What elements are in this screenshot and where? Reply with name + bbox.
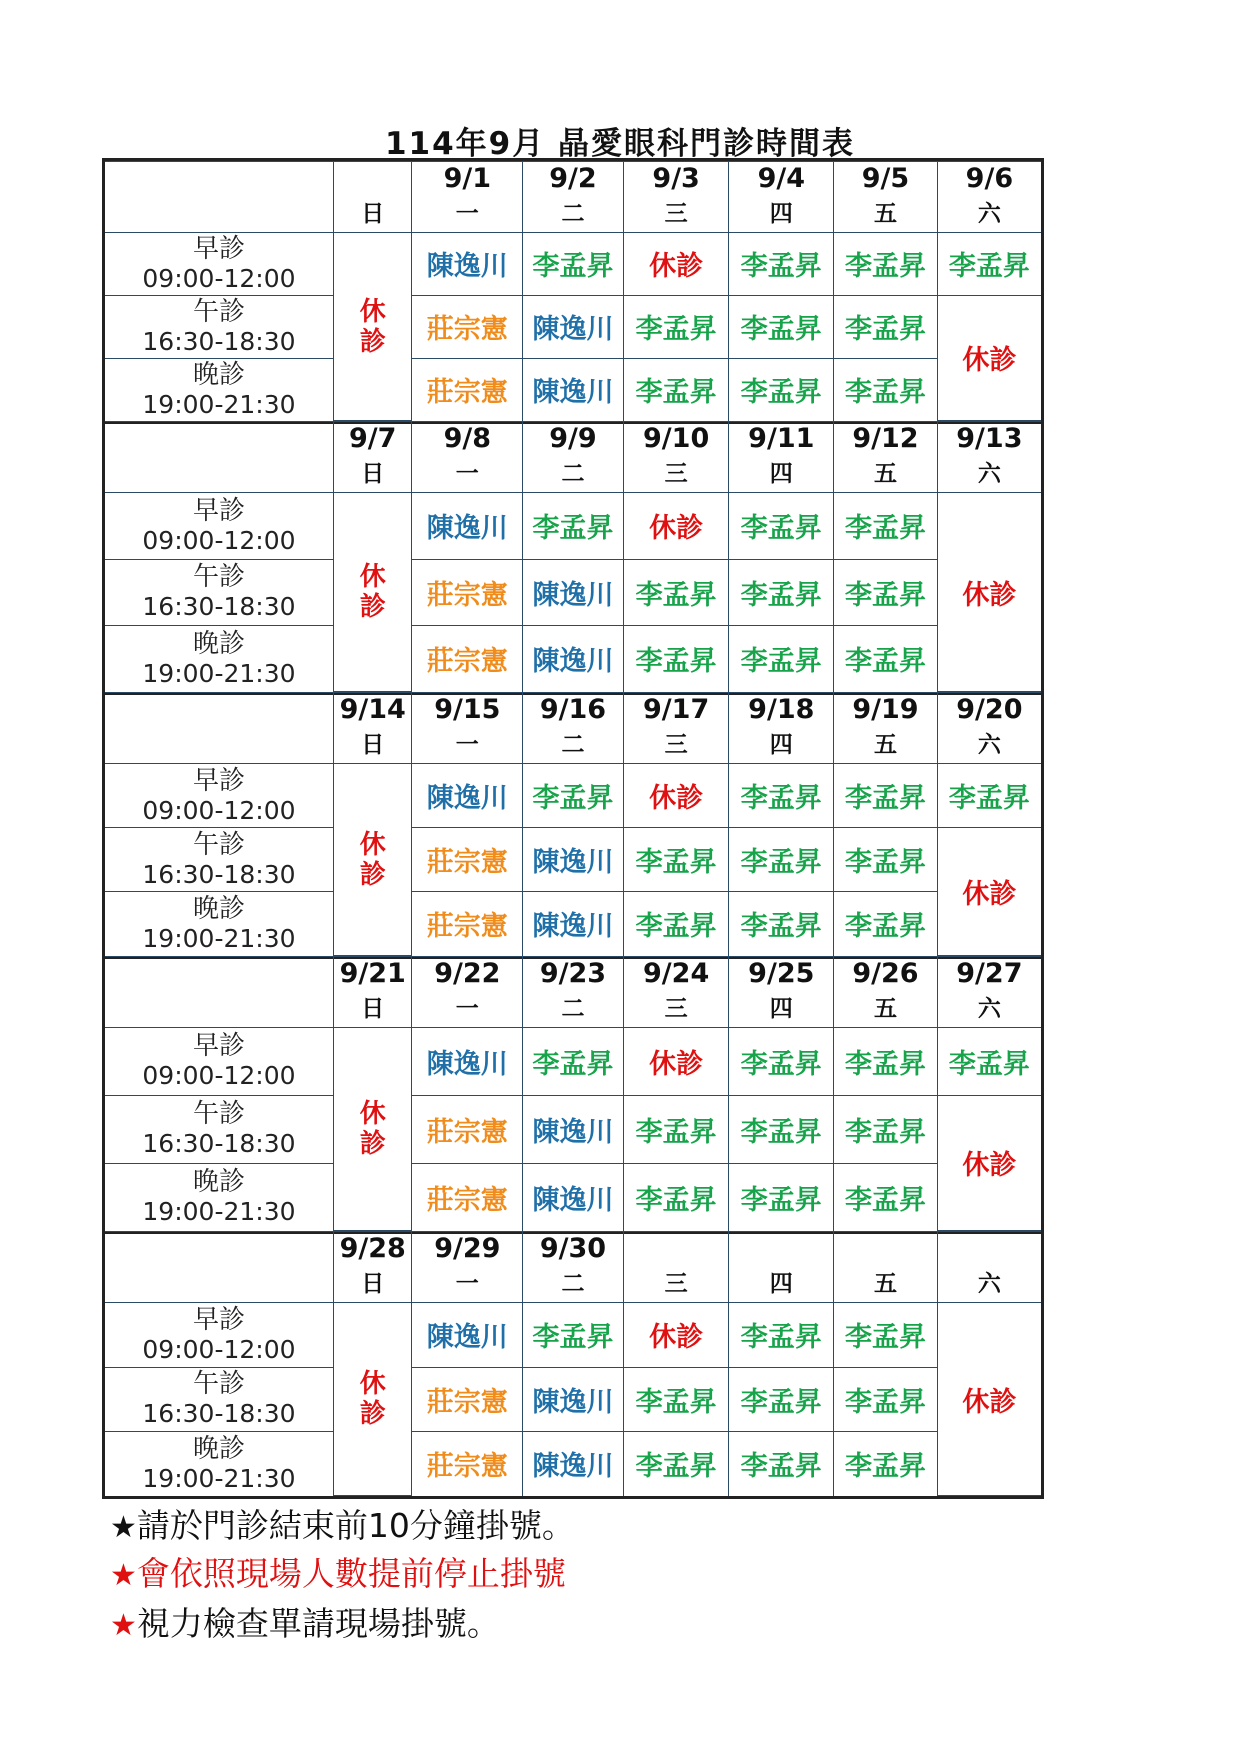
weekday-cell: 五: [834, 1266, 938, 1303]
doctor-cell: 李孟昇: [834, 233, 938, 296]
closed-char: 休: [359, 296, 386, 327]
weekday-cell: 五: [834, 991, 938, 1028]
doctor-cell: 李孟昇: [729, 1095, 834, 1163]
doctor-cell: 李孟昇: [729, 358, 834, 420]
saturday-closed-cell: 休診: [937, 493, 1041, 692]
doctor-cell: 李孟昇: [729, 295, 834, 358]
weekday-cell: 五: [834, 456, 938, 493]
doctor-cell: 陳逸川: [412, 1303, 523, 1368]
date-cell: 9/28: [333, 1232, 412, 1267]
doctor-cell: 李孟昇: [623, 559, 729, 626]
doctor-cell: 李孟昇: [623, 892, 729, 956]
weekday-cell: 四: [729, 727, 834, 764]
session-label: [105, 1095, 333, 1163]
session-name: 午診: [192, 829, 245, 860]
date-cell: 9/19: [834, 693, 938, 728]
session-time: 09:00-12:00: [142, 525, 296, 555]
session-label: [105, 233, 333, 296]
session-time: 09:00-12:00: [142, 795, 296, 825]
note-1: [110, 1500, 575, 1547]
weekday-cell: 日: [333, 1266, 412, 1303]
weekday-cell: 二: [523, 727, 624, 764]
session-name: 早診: [192, 1304, 245, 1335]
doctor-cell: 陳逸川: [523, 559, 624, 626]
doctor-cell: 李孟昇: [623, 828, 729, 892]
date-cell: 9/24: [623, 957, 729, 992]
star-icon: ★: [110, 1558, 137, 1593]
weekday-cell: 三: [623, 1266, 729, 1303]
week-block: [102, 692, 1044, 959]
session-time: 09:00-12:00: [142, 1334, 296, 1364]
session-label: [105, 626, 333, 692]
date-cell: 9/11: [729, 422, 834, 457]
note-text: 視力檢查單請現場掛號。: [136, 1604, 500, 1643]
doctor-cell: 陳逸川: [523, 1432, 624, 1496]
header-corner: [105, 1232, 333, 1303]
doctor-cell: 李孟昇: [523, 1303, 624, 1368]
session-name: 晚診: [192, 359, 245, 390]
doctor-cell: 李孟昇: [623, 1432, 729, 1496]
doctor-cell: 李孟昇: [937, 764, 1041, 828]
doctor-cell: 李孟昇: [834, 626, 938, 692]
doctor-cell: 李孟昇: [729, 1367, 834, 1432]
weekday-cell: 三: [623, 727, 729, 764]
header-corner: [105, 957, 333, 1028]
session-time: 16:30-18:30: [142, 859, 296, 889]
session-label: [105, 1163, 333, 1230]
doctor-cell: 李孟昇: [523, 493, 624, 560]
doctor-cell: 李孟昇: [729, 559, 834, 626]
closed-char: 診: [359, 1399, 386, 1429]
doctor-cell: 李孟昇: [623, 295, 729, 358]
session-label: [105, 892, 333, 956]
session-name: 早診: [192, 233, 245, 264]
session-time: 19:00-21:30: [142, 1197, 296, 1227]
doctor-cell: 莊宗憲: [412, 559, 523, 626]
doctor-cell: 李孟昇: [729, 892, 834, 956]
doctor-cell: 李孟昇: [834, 892, 938, 956]
weekday-cell: 一: [412, 991, 523, 1028]
session-name: 早診: [192, 1031, 245, 1062]
closed-char: 休: [359, 829, 386, 860]
saturday-closed-cell: 休診: [937, 1095, 1041, 1230]
doctor-cell: 李孟昇: [729, 764, 834, 828]
date-cell: 9/9: [523, 422, 624, 457]
doctor-cell: 李孟昇: [937, 1028, 1041, 1096]
doctor-cell: 莊宗憲: [412, 295, 523, 358]
date-cell: 9/26: [834, 957, 938, 992]
sunday-closed-cell: [333, 233, 412, 421]
doctor-cell: 李孟昇: [834, 493, 938, 560]
doctor-cell: 陳逸川: [523, 828, 624, 892]
date-cell: 9/10: [623, 422, 729, 457]
date-cell: 9/15: [412, 693, 523, 728]
weekday-cell: 二: [523, 1266, 624, 1303]
date-cell: [937, 1232, 1041, 1267]
weekday-cell: 四: [729, 196, 834, 233]
weekday-cell: 二: [523, 991, 624, 1028]
session-name: 早診: [192, 765, 245, 796]
doctor-cell: 莊宗憲: [412, 358, 523, 420]
weekday-cell: 六: [937, 727, 1041, 764]
date-cell: 9/16: [523, 693, 624, 728]
date-cell: 9/4: [729, 162, 834, 197]
week-block: [102, 158, 1044, 424]
session-name: 午診: [192, 1099, 245, 1130]
session-time: 16:30-18:30: [142, 592, 296, 622]
closed-char: 診: [359, 859, 386, 890]
session-label: [105, 559, 333, 626]
doctor-cell: 李孟昇: [729, 1432, 834, 1496]
date-cell: 9/21: [333, 957, 412, 992]
closed-char: 休: [359, 562, 386, 592]
star-icon: ★: [110, 1510, 137, 1545]
weekday-cell: 日: [333, 727, 412, 764]
doctor-cell: 李孟昇: [623, 358, 729, 420]
session-time: 19:00-21:30: [142, 1463, 296, 1493]
doctor-cell: 李孟昇: [834, 1432, 938, 1496]
date-cell: 9/20: [937, 693, 1041, 728]
doctor-cell: 李孟昇: [834, 1095, 938, 1163]
note-text: 會依照現場人數提前停止掛號: [136, 1554, 566, 1593]
doctor-cell: 休診: [623, 1028, 729, 1096]
session-time: 09:00-12:00: [142, 1061, 296, 1091]
session-label: [105, 1303, 333, 1368]
doctor-cell: 休診: [623, 1303, 729, 1368]
doctor-cell: 李孟昇: [729, 626, 834, 692]
doctor-cell: 莊宗憲: [412, 1432, 523, 1496]
sunday-closed-cell: [333, 493, 412, 692]
session-name: 晚診: [192, 628, 245, 659]
doctor-cell: 陳逸川: [412, 233, 523, 296]
date-cell: 9/25: [729, 957, 834, 992]
doctor-cell: 莊宗憲: [412, 1163, 523, 1230]
session-label: [105, 828, 333, 892]
doctor-cell: 李孟昇: [729, 493, 834, 560]
doctor-cell: 陳逸川: [523, 295, 624, 358]
session-label: [105, 358, 333, 420]
date-cell: 9/6: [937, 162, 1041, 197]
closed-char: 休: [359, 1369, 386, 1399]
doctor-cell: 陳逸川: [412, 493, 523, 560]
doctor-cell: 陳逸川: [523, 1163, 624, 1230]
weekday-cell: 日: [333, 991, 412, 1028]
date-cell: [333, 162, 412, 197]
session-time: 16:30-18:30: [142, 1399, 296, 1429]
session-label: [105, 295, 333, 358]
doctor-cell: 莊宗憲: [412, 626, 523, 692]
date-cell: 9/12: [834, 422, 938, 457]
doctor-cell: 休診: [623, 493, 729, 560]
doctor-cell: 李孟昇: [729, 828, 834, 892]
saturday-closed-cell: 休診: [937, 295, 1041, 420]
week-block: [102, 1231, 1044, 1499]
date-cell: 9/17: [623, 693, 729, 728]
note-3: [110, 1598, 500, 1645]
date-cell: 9/29: [412, 1232, 523, 1267]
weekday-cell: 一: [412, 1266, 523, 1303]
doctor-cell: 李孟昇: [834, 1028, 938, 1096]
date-cell: 9/23: [523, 957, 624, 992]
doctor-cell: 李孟昇: [834, 828, 938, 892]
date-cell: [834, 1232, 938, 1267]
star-icon: ★: [110, 1608, 137, 1643]
sunday-closed-cell: [333, 764, 412, 956]
date-cell: 9/13: [937, 422, 1041, 457]
session-name: 早診: [192, 495, 245, 526]
session-time: 16:30-18:30: [142, 1129, 296, 1159]
note-2: [110, 1548, 566, 1595]
weekday-cell: 四: [729, 456, 834, 493]
date-cell: 9/22: [412, 957, 523, 992]
session-label: [105, 1028, 333, 1096]
doctor-cell: 李孟昇: [937, 233, 1041, 296]
weekday-cell: 五: [834, 196, 938, 233]
session-label: [105, 1367, 333, 1432]
session-label: [105, 764, 333, 828]
date-cell: 9/8: [412, 422, 523, 457]
session-time: 16:30-18:30: [142, 326, 296, 356]
doctor-cell: 李孟昇: [729, 1028, 834, 1096]
session-time: 19:00-21:30: [142, 389, 296, 419]
session-label: [105, 493, 333, 560]
doctor-cell: 陳逸川: [523, 1095, 624, 1163]
doctor-cell: 李孟昇: [523, 233, 624, 296]
session-name: 晚診: [192, 1167, 245, 1198]
doctor-cell: 陳逸川: [523, 358, 624, 420]
doctor-cell: 陳逸川: [523, 626, 624, 692]
weekday-cell: 一: [412, 456, 523, 493]
weekday-cell: 三: [623, 196, 729, 233]
saturday-closed-cell: 休診: [937, 1303, 1041, 1496]
doctor-cell: 李孟昇: [834, 1163, 938, 1230]
date-cell: 9/2: [523, 162, 624, 197]
session-name: 晚診: [192, 893, 245, 924]
doctor-cell: 李孟昇: [623, 1163, 729, 1230]
doctor-cell: 李孟昇: [623, 1367, 729, 1432]
weekday-cell: 三: [623, 456, 729, 493]
page-title: 114年9月 晶愛眼科門診時間表: [384, 126, 856, 162]
doctor-cell: 李孟昇: [623, 1095, 729, 1163]
weekday-cell: 日: [333, 456, 412, 493]
weekday-cell: 五: [834, 727, 938, 764]
doctor-cell: 李孟昇: [523, 764, 624, 828]
session-label: [105, 1432, 333, 1496]
week-block: [102, 421, 1044, 695]
doctor-cell: 李孟昇: [834, 1367, 938, 1432]
weekday-cell: 四: [729, 991, 834, 1028]
doctor-cell: 李孟昇: [729, 233, 834, 296]
weekday-cell: 四: [729, 1266, 834, 1303]
doctor-cell: 李孟昇: [834, 764, 938, 828]
header-corner: [105, 693, 333, 764]
doctor-cell: 休診: [623, 764, 729, 828]
sunday-closed-cell: [333, 1303, 412, 1496]
session-name: 晚診: [192, 1433, 245, 1464]
date-cell: [623, 1232, 729, 1267]
doctor-cell: 莊宗憲: [412, 1095, 523, 1163]
weekday-cell: 二: [523, 196, 624, 233]
weekday-cell: 三: [623, 991, 729, 1028]
doctor-cell: 李孟昇: [623, 626, 729, 692]
header-corner: [105, 422, 333, 493]
date-cell: 9/1: [412, 162, 523, 197]
doctor-cell: 休診: [623, 233, 729, 296]
doctor-cell: 李孟昇: [834, 358, 938, 420]
weekday-cell: 六: [937, 991, 1041, 1028]
note-text: 請於門診結束前10分鐘掛號。: [136, 1506, 575, 1545]
date-cell: 9/5: [834, 162, 938, 197]
closed-char: 診: [359, 326, 386, 357]
date-cell: 9/30: [523, 1232, 624, 1267]
weekday-cell: 六: [937, 456, 1041, 493]
date-cell: [729, 1232, 834, 1267]
date-cell: 9/18: [729, 693, 834, 728]
date-cell: 9/14: [333, 693, 412, 728]
weekday-cell: 二: [523, 456, 624, 493]
doctor-cell: 李孟昇: [834, 295, 938, 358]
doctor-cell: 李孟昇: [729, 1163, 834, 1230]
doctor-cell: 陳逸川: [412, 1028, 523, 1096]
closed-char: 診: [359, 592, 386, 622]
header-corner: [105, 162, 333, 233]
doctor-cell: 莊宗憲: [412, 892, 523, 956]
date-cell: 9/7: [333, 422, 412, 457]
session-name: 午診: [192, 562, 245, 593]
weekday-cell: 六: [937, 1266, 1041, 1303]
weekday-cell: 一: [412, 727, 523, 764]
weekday-cell: 六: [937, 196, 1041, 233]
doctor-cell: 李孟昇: [834, 559, 938, 626]
closed-char: 休: [359, 1099, 386, 1129]
date-cell: 9/3: [623, 162, 729, 197]
doctor-cell: 陳逸川: [523, 1367, 624, 1432]
doctor-cell: 陳逸川: [523, 892, 624, 956]
weekday-cell: 日: [333, 196, 412, 233]
sunday-closed-cell: [333, 1028, 412, 1231]
doctor-cell: 莊宗憲: [412, 828, 523, 892]
doctor-cell: 莊宗憲: [412, 1367, 523, 1432]
session-time: 19:00-21:30: [142, 658, 296, 688]
doctor-cell: 李孟昇: [834, 1303, 938, 1368]
session-name: 午診: [192, 1369, 245, 1400]
session-time: 19:00-21:30: [142, 923, 296, 953]
session-time: 09:00-12:00: [142, 263, 296, 293]
date-cell: 9/27: [937, 957, 1041, 992]
week-block: [102, 956, 1044, 1234]
doctor-cell: 李孟昇: [729, 1303, 834, 1368]
weekday-cell: 一: [412, 196, 523, 233]
saturday-closed-cell: 休診: [937, 828, 1041, 956]
session-name: 午診: [192, 296, 245, 327]
closed-char: 診: [359, 1129, 386, 1159]
doctor-cell: 李孟昇: [523, 1028, 624, 1096]
doctor-cell: 陳逸川: [412, 764, 523, 828]
